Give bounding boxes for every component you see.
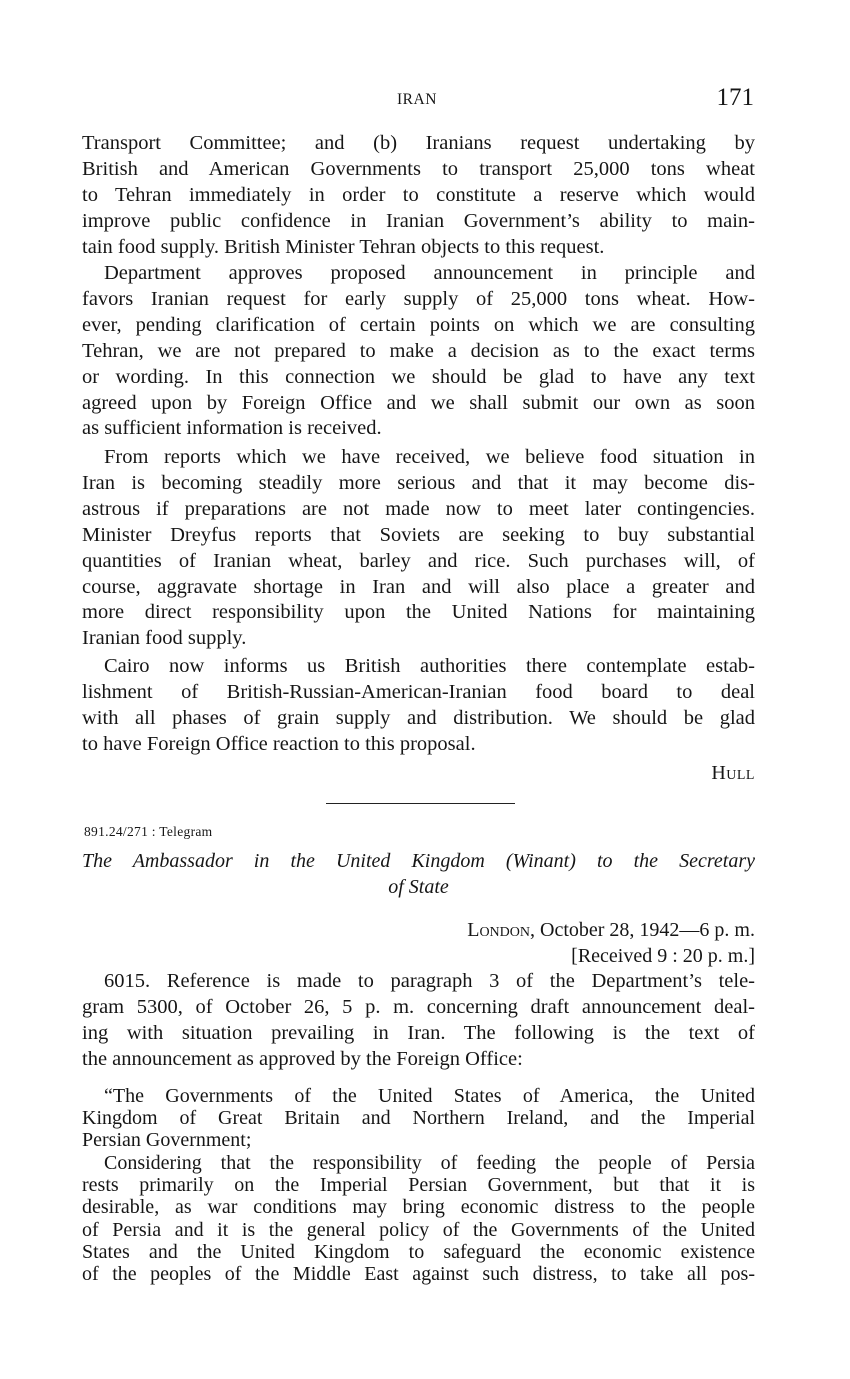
text-line: with all phases of grain supply and distribution. We should be glad — [82, 706, 755, 729]
document-title-line: of State — [388, 876, 449, 898]
document-title — [82, 848, 755, 900]
text-line: British and American Governments to transport 25,000 tons wheat — [82, 157, 755, 180]
quoted-announcement-considering — [82, 1152, 755, 1285]
text-line: Tehran, we are not prepared to make a decision as to the exact terms — [82, 339, 755, 362]
paragraph-food-situation — [82, 445, 755, 652]
continuation-paragraph — [82, 131, 755, 261]
text-line: Department approves proposed announcement in principle and — [104, 262, 755, 284]
text-line: States and the United Kingdom to safeguard the economic existence — [82, 1240, 755, 1263]
text-line: to Tehran immediately in order to constitute a reserve which would — [82, 183, 755, 206]
text-line: 6015. Reference is made to paragraph 3 of the Department’s tele- — [104, 970, 755, 992]
paragraph-approval — [82, 261, 755, 442]
text-line: agreed upon by Foreign Office and we shall submit our own as soon — [82, 391, 755, 414]
text-line: Transport Committee; and (b) Iranians request undertaking by — [82, 132, 755, 154]
text-line: of the peoples of the Middle East against such distress, to take all pos- — [82, 1263, 755, 1286]
page-number: 171 — [716, 84, 754, 111]
text-line: ing with situation prevailing in Iran. The following is the text of — [82, 1021, 755, 1044]
dateline-city: London, — [467, 919, 536, 941]
text-line: Iran is becoming steadily more serious and that it may become dis- — [82, 471, 755, 494]
text-line: “The Governments of the United States of America, the United — [104, 1085, 755, 1107]
text-line: gram 5300, of October 26, 5 p. m. concerning draft announcement deal- — [82, 995, 755, 1018]
text-line: Considering that the responsibility of feeding the people of Persia — [104, 1152, 755, 1174]
dateline-received: [Received 9 : 20 p. m.] — [571, 944, 755, 967]
text-line: more direct responsibility upon the United Nations for maintaining — [82, 601, 755, 624]
text-line: favors Iranian request for early supply of 25,000 tons wheat. How- — [82, 287, 755, 310]
text-line: Kingdom of Great Britain and Northern Ireland, and the Imperial — [82, 1107, 755, 1130]
text-line: rests primarily on the Imperial Persian Government, but that it is — [82, 1174, 755, 1197]
text-line: course, aggravate shortage in Iran and will also place a greater and — [82, 575, 755, 598]
file-reference: 891.24/271 : Telegram — [84, 824, 213, 839]
text-line: lishment of British-Russian-American-Iranian food board to deal — [82, 680, 755, 703]
dateline — [467, 918, 755, 969]
text-line: or wording. In this connection we should be glad to have any text — [82, 365, 755, 388]
text-line: Iranian food supply. — [82, 627, 247, 650]
text-line: Persian Government; — [82, 1129, 252, 1152]
text-line: of Persia and it is the general policy of the Governments of the United — [82, 1218, 755, 1241]
text-line: to have Foreign Office reaction to this proposal. — [82, 732, 476, 755]
text-line: Cairo now informs us British authorities there contemplate estab- — [104, 655, 755, 677]
text-line: the announcement as approved by the Foreign Office: — [82, 1047, 523, 1070]
dateline-sent — [467, 918, 755, 944]
text-line: quantities of Iranian wheat, barley and rice. Such purchases will, of — [82, 549, 755, 572]
text-line: From reports which we have received, we believe food situation in — [104, 446, 755, 468]
text-line: desirable, as war conditions may bring economic distress to the people — [82, 1196, 755, 1219]
text-line: astrous if preparations are not made now to meet later contingencies. — [82, 497, 755, 520]
signature: Hull — [711, 762, 755, 784]
text-line: tain food supply. British Minister Tehran objects to this request. — [82, 235, 605, 258]
dateline-time: October 28, 1942—6 p. m. — [535, 919, 755, 941]
quoted-announcement-opening — [82, 1085, 755, 1152]
section-divider — [326, 803, 515, 804]
paragraph-cairo — [82, 654, 755, 758]
text-line: ever, pending clarification of certain points on which we are consulting — [82, 313, 755, 336]
paragraph-telegram — [82, 969, 755, 1073]
text-line: Minister Dreyfus reports that Soviets are seeking to buy substantial — [82, 523, 755, 546]
running-header: IRAN — [397, 91, 437, 108]
text-line: as sufficient information is received. — [82, 417, 382, 440]
document-title-line: The Ambassador in the United Kingdom (Winant) to the Secretary — [82, 850, 755, 872]
text-line: improve public confidence in Iranian Government’s ability to main- — [82, 209, 755, 232]
